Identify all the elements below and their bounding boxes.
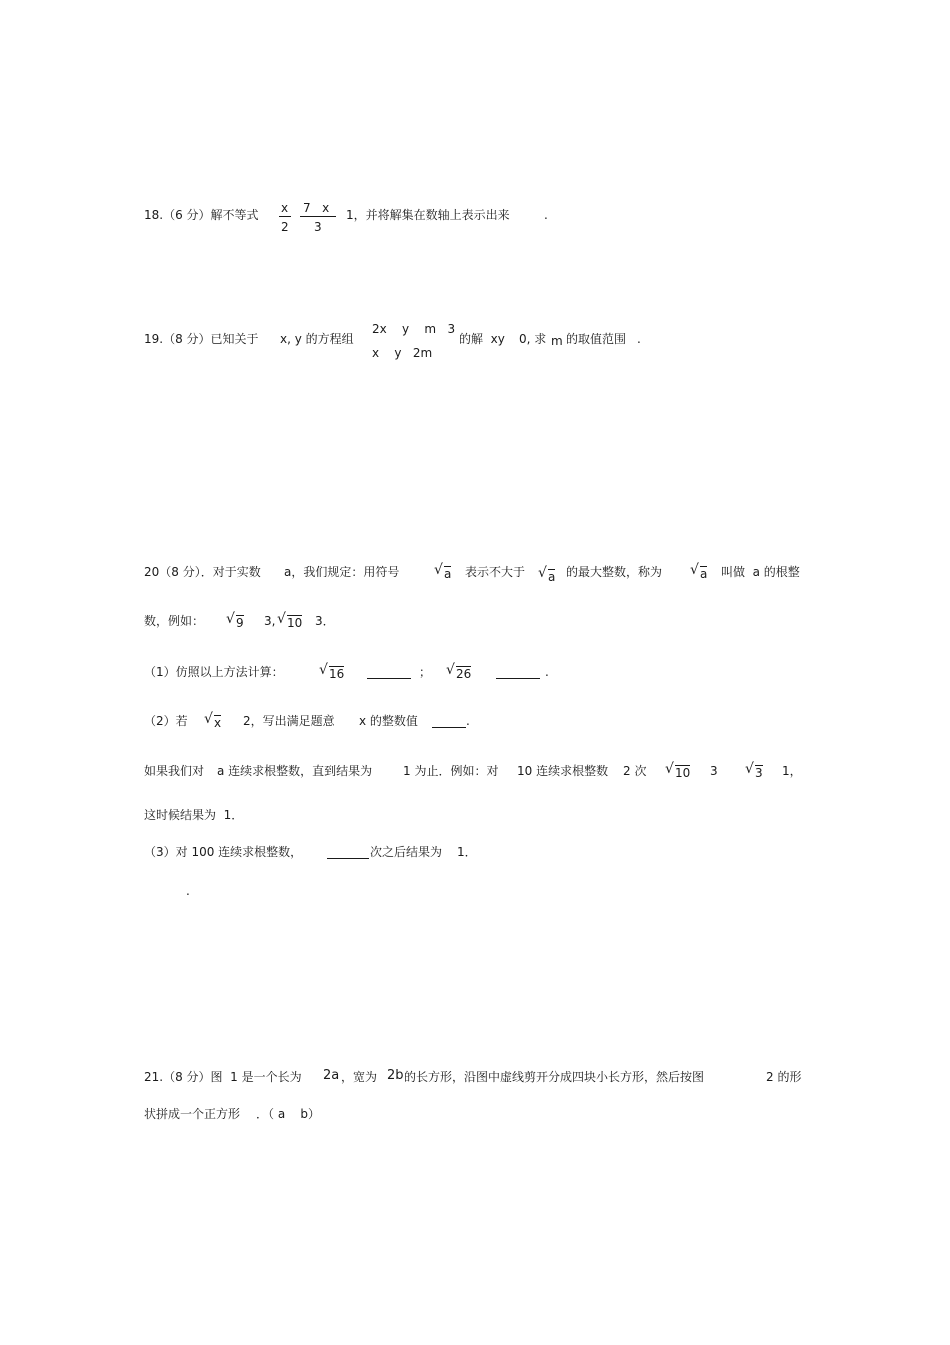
q20-example-c: 1 为止．例如：对 xyxy=(403,764,499,778)
q20-radicand-16: 16 xyxy=(329,667,345,681)
q20-answer-blank-4[interactable] xyxy=(327,858,369,859)
sqrt-icon: √ xyxy=(434,562,443,578)
q20-example-e: 2 次 xyxy=(623,764,647,778)
q20-line1-e: 叫做 a 的根整 xyxy=(721,565,800,579)
q20-radicand-10: 10 xyxy=(287,616,303,630)
q20-answer-blank-2[interactable] xyxy=(496,678,540,679)
q21-line1-a: 21.（8 分）图 1 是一个长为 xyxy=(144,1070,302,1084)
q19-equation-2: x y 2m xyxy=(372,346,433,360)
q20-part3-prompt: （3）对 100 连续求根整数， xyxy=(144,845,303,859)
q20-radicand-3: 3 xyxy=(755,766,763,780)
q18-fraction-1-bar xyxy=(279,216,291,217)
q20-example-d: 10 连续求根整数 xyxy=(517,764,609,778)
q20-radicand-a-2: a xyxy=(548,570,556,584)
q20-line1-b: a，我们规定：用符号 xyxy=(284,565,400,579)
sqrt-icon: √ xyxy=(204,711,213,727)
sqrt-icon: √ xyxy=(690,562,699,578)
q20-part1-prompt: （1）仿照以上方法计算： xyxy=(144,665,284,679)
q20-part3-b: 次之后结果为 xyxy=(370,845,443,859)
q20-radicand-9: 9 xyxy=(236,616,244,630)
q20-radicand-a-3: a xyxy=(700,567,708,581)
q19-zero: 0, 求 xyxy=(519,332,547,346)
q20-radicand-a-1: a xyxy=(444,567,452,581)
q20-example-g: 1， xyxy=(782,764,802,778)
sqrt-icon: √ xyxy=(745,761,754,777)
q18-fraction-1-numerator: x xyxy=(281,201,289,215)
q19-solution: 的解 xy xyxy=(459,332,505,346)
q18-fraction-2-numerator: 7 x xyxy=(303,201,330,215)
q21-line2-b: ．（ a b） xyxy=(256,1107,321,1121)
sqrt-icon: √ xyxy=(319,662,328,678)
q20-example-f: 3 xyxy=(710,764,718,778)
q20-line2-a: 数，例如： xyxy=(144,614,205,628)
q20-part2-c: x 的整数值 xyxy=(359,714,418,728)
q20-trailing-dot: . xyxy=(186,884,190,898)
q19-m: m xyxy=(551,334,563,348)
q19-end: . xyxy=(637,332,641,346)
q20-part3-c: 1． xyxy=(457,845,477,859)
sqrt-icon: √ xyxy=(665,761,674,777)
q20-line1-a: 20（8 分）．对于实数 xyxy=(144,565,261,579)
q18-fraction-2-bar xyxy=(300,216,336,217)
q18-suffix: 1，并将解集在数轴上表示出来 xyxy=(346,208,510,222)
q19-prefix: 19.（8 分）已知关于 xyxy=(144,332,259,346)
q20-radicand-26: 26 xyxy=(456,667,472,681)
q20-radicand-x: x xyxy=(214,716,222,730)
q18-prefix: 18.（6 分）解不等式 xyxy=(144,208,259,222)
sqrt-icon: √ xyxy=(226,611,235,627)
q20-line1-d: 的最大整数，称为 xyxy=(566,565,663,579)
q18-fraction-2-denominator: 3 xyxy=(314,220,322,234)
q21-line1-d: 2 的形 xyxy=(766,1070,802,1084)
q21-line1-c: 的长方形，沿图中虚线剪开分成四块小长方形，然后按图 xyxy=(404,1070,705,1084)
q20-example-a: 如果我们对 xyxy=(144,764,205,778)
q19-range: 的取值范围 xyxy=(566,332,627,346)
q19-vars: x, y 的方程组 xyxy=(280,332,354,346)
q20-part2-end: . xyxy=(466,714,470,728)
q21-two-a: 2a xyxy=(323,1068,340,1083)
q20-example-b: a 连续求根整数，直到结果为 xyxy=(217,764,373,778)
q18-fraction-1-denominator: 2 xyxy=(281,220,289,234)
q19-equation-1: 2x y m 3 xyxy=(372,322,456,336)
q20-line2-c: 3． xyxy=(315,614,335,628)
q21-line2-a: 状拼成一个正方形 xyxy=(144,1107,241,1121)
sqrt-icon: √ xyxy=(446,662,455,678)
sqrt-icon: √ xyxy=(538,565,547,581)
q20-semicolon: ； xyxy=(419,665,432,679)
q20-part1-end: . xyxy=(545,665,549,679)
q20-part2-b: 2，写出满足题意 xyxy=(243,714,335,728)
q20-part2-prompt: （2）若 xyxy=(144,714,188,728)
q18-end: . xyxy=(544,208,548,222)
q20-radicand-10-b: 10 xyxy=(675,766,691,780)
q21-two-b: 2b xyxy=(387,1068,404,1083)
q20-answer-blank-3[interactable] xyxy=(432,727,466,728)
q20-line1-c: 表示不大于 xyxy=(465,565,526,579)
q20-result-line: 这时候结果为 1． xyxy=(144,808,244,822)
q21-line1-b: ，宽为 xyxy=(341,1070,378,1084)
q20-line2-b: 3, xyxy=(264,614,276,628)
q20-answer-blank-1[interactable] xyxy=(367,678,411,679)
sqrt-icon: √ xyxy=(277,611,286,627)
